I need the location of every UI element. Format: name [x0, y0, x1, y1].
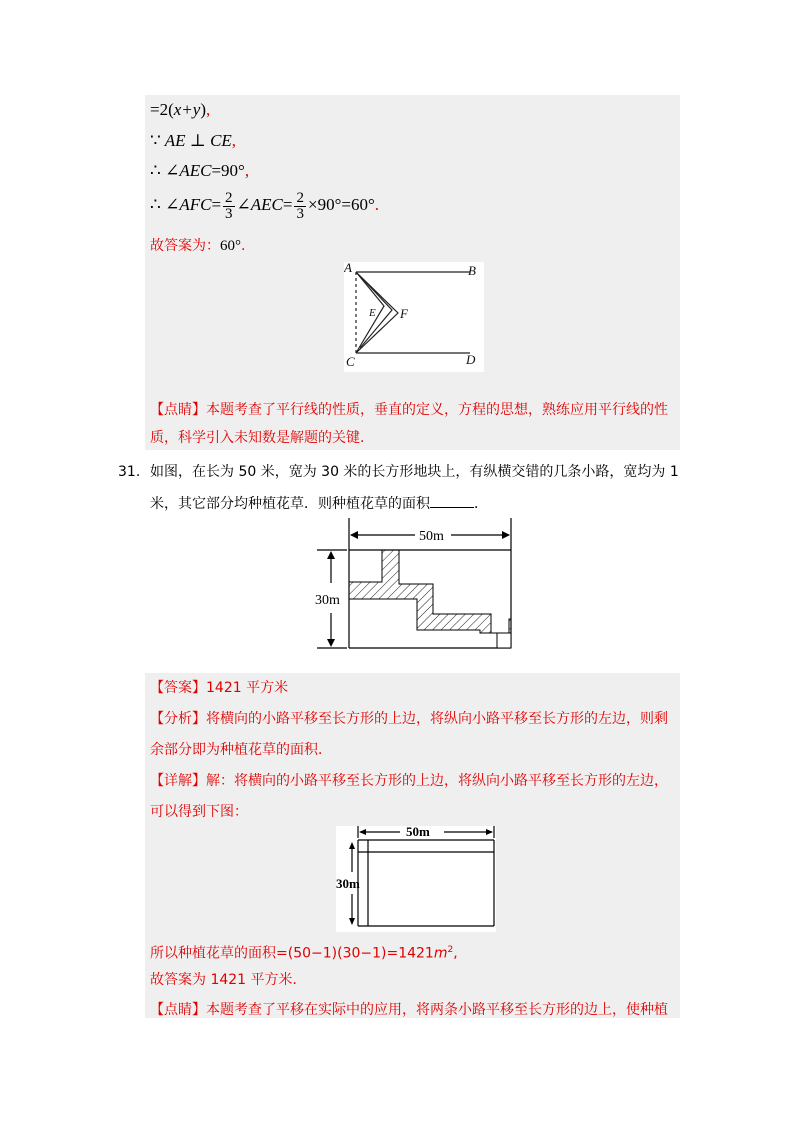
- answer31-detail-line-1: 【详解】解：将横向的小路平移至长方形的上边，将纵向小路平移至长方形的左边，: [150, 773, 668, 789]
- line1-end: ,: [206, 100, 211, 119]
- angle-afc: AFC: [179, 195, 212, 214]
- segment-ce: CE: [210, 131, 232, 150]
- line1-prefix: =2: [150, 100, 169, 119]
- frac-den: 3: [225, 205, 233, 222]
- fig3-arrowheads: [349, 829, 493, 925]
- label-f: F: [400, 306, 408, 321]
- answer-value: 60: [220, 238, 235, 254]
- answer31-answer: 【答案】1421 平方米: [150, 680, 289, 696]
- answer-blank: [430, 493, 474, 508]
- label-e: E: [369, 307, 376, 319]
- answer31-comment: 【点睛】本题考查了平移在实际中的应用，将两条小路平移至长方形的边上，使种植: [150, 1002, 668, 1018]
- result-unit-exponent: 2: [447, 945, 454, 955]
- times-ninety: ×90: [307, 195, 335, 214]
- line4-end: .: [374, 195, 380, 214]
- solution-line-4: [150, 188, 379, 222]
- solution-line-1: =2(x+y),: [150, 100, 211, 119]
- segment-ae: AE: [164, 131, 186, 150]
- label-d: D: [466, 352, 476, 367]
- comment-prev-line-2: 质，科学引入未知数是解题的关键.: [150, 430, 365, 446]
- fig3-height-label: 30m: [336, 876, 360, 891]
- answer31-final: 故答案为 1421 平方米．: [150, 972, 307, 988]
- question-text-line-2-end: ．: [474, 496, 488, 512]
- parallel-lines-figure: [344, 262, 484, 372]
- therefore-symbol: ∴: [150, 161, 161, 180]
- angle-aec-2: AEC: [250, 195, 283, 214]
- translated-field-figure: [336, 826, 496, 932]
- fig-width-label: 50m: [419, 529, 444, 544]
- because-symbol: ∵: [150, 131, 161, 150]
- label-c: C: [346, 354, 355, 369]
- line1-expr: x+y: [173, 100, 201, 119]
- equals-1: =: [211, 195, 222, 214]
- answer-prefix: 故答案为：: [150, 238, 220, 254]
- perp-symbol: ⊥: [189, 131, 206, 150]
- label-a: A: [344, 262, 352, 275]
- frac-num: 2: [225, 189, 233, 206]
- answer31-analysis-line-2: 余部分即为种植花草的面积．: [150, 742, 332, 758]
- fraction-two-thirds: [223, 191, 235, 222]
- fraction-two-thirds-2: [294, 191, 306, 222]
- solution-line-2: [150, 131, 236, 151]
- fig3-width-label: 50m: [406, 826, 430, 839]
- equals-sixty: =60: [341, 195, 368, 214]
- result-expression: 所以种植花草的面积=(50−1)(30−1)=1421: [150, 945, 434, 962]
- question-text-line-2-main: 米，其它部分均种植花草．则种植花草的面积: [150, 496, 430, 512]
- answer-degree: °: [235, 238, 241, 254]
- frac-num-2: 2: [296, 189, 304, 206]
- solution-line-3: [150, 161, 249, 181]
- question-number: 31.: [118, 464, 141, 480]
- answer31-analysis-line-1: 【分析】将横向的小路平移至长方形的上边，将纵向小路平移至长方形的左边，则剩: [150, 711, 668, 727]
- corner-square: [497, 633, 511, 648]
- degree-symbol-3: °: [367, 195, 375, 214]
- result-unit: m: [433, 945, 448, 962]
- hatched-paths: [349, 550, 511, 648]
- angle-aec: AEC: [179, 161, 212, 180]
- therefore-symbol-2: ∴: [150, 195, 161, 214]
- equals-2: =: [282, 195, 293, 214]
- question-text-line-1: 如图，在长为 50 米，宽为 30 米的长方形地块上，有纵横交错的几条小路，宽均为 1: [150, 464, 679, 480]
- fig-height-label: 30m: [315, 593, 340, 608]
- field-figure-with-paths: [315, 518, 515, 653]
- line3-end: ,: [244, 161, 250, 180]
- answer-end: .: [241, 238, 246, 254]
- answer31-detail-line-2: 可以得到下图：: [150, 804, 248, 820]
- line3-value: =90: [211, 161, 239, 180]
- answer31-result: [150, 940, 458, 964]
- answer-line-prev: [150, 236, 245, 256]
- comment-prev-line-1: 【点睛】本题考查了平行线的性质，垂直的定义，方程的思想，熟练应用平行线的性: [150, 402, 668, 418]
- frac-den-2: 3: [296, 205, 304, 222]
- angle-symbol: ∠: [165, 161, 180, 180]
- degree-symbol-2: °: [334, 195, 342, 214]
- degree-symbol: °: [238, 161, 245, 180]
- label-b: B: [468, 263, 476, 278]
- question-text-line-2: [150, 493, 488, 514]
- result-end: ,: [453, 945, 458, 962]
- line2-end: ,: [231, 131, 237, 150]
- angle-symbol-2: ∠: [165, 195, 180, 214]
- angle-symbol-3: ∠: [236, 195, 251, 214]
- broken-line-afc: [356, 272, 398, 353]
